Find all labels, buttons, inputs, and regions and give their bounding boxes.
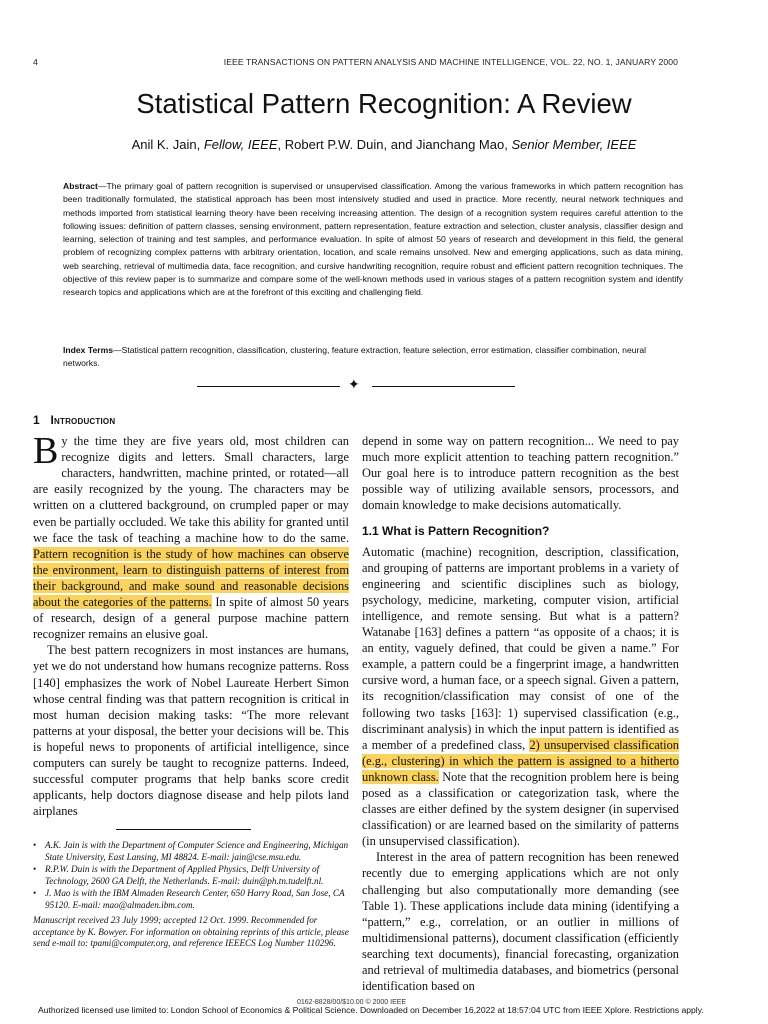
section-heading [33,412,349,428]
footnote-text: A.K. Jain is with the Department of Computer Science and Engineering, Michigan State University, East Lansing, MI 48824. E-mail: jain@cse.msu.edu. [45,840,349,862]
section-divider [197,377,515,393]
copyright-code: 0162-8828/00/$10.00 © 2000 IEEE [297,999,407,1006]
footnote-rule [116,829,251,830]
journal-header: IEEE TRANSACTIONS ON PATTERN ANALYSIS AND MACHINE INTELLIGENCE, VOL. 22, NO. 1, JANUARY 2000 [223,57,678,67]
divider-diamond-icon: ✦ [348,377,360,393]
left-column [33,412,349,819]
wipr-text-b: Note that the recognition problem here is being posed as a classification or categorization task, where the classes are either defined by the system designer (in supervised classification) or are learned based on the similarity of patterns (in unsupervised classification). [362,769,680,849]
intro-paragraph-2: The best pattern recognizers in most instances are humans, yet we do not understand how humans recognize patterns. Ross [140] emphasizes the work of Nobel Laureate Herbert Simon whose central finding was that pattern recognition is critical in most human decision making tasks: “The more relevant patterns at your disposal, the better your decisions will be. This is hopeful news to proponents of artificial intelligence, since computers can surely be taught to recognize patterns. Indeed, successful computer programs that help banks score credit applicants, help doctors diagnose disease and help pilots land airplanes [33,643,349,819]
drop-cap: B [33,430,59,473]
abstract-label: Abstract [63,181,98,191]
footnote-author-3 [33,888,349,911]
footnote-text: R.P.W. Duin is with the Department of Applied Physics, Delft University of Technology, 2600 GA Delft, the Netherlands. E-mail: duin@ph.tn.tudelft.nl. [45,864,324,886]
what-is-pr-paragraph-2: Interest in the area of pattern recognition has been renewed recently due to emerging applications which are not only challenging but also computationally more demanding (see Table 1). These applications include data mining (identifying a “pattern,” e.g., correlation, or an outlier in millions of multidimensional patterns), document classification (efficiently searching text documents), financial forecasting, organization and retrieval of multimedia databases, and biometrics (personal identification based on [362,850,679,994]
paper-title: Statistical Pattern Recognition: A Review [136,88,632,119]
highlighted-unsupervised: 2) unsupervised classification (e.g., clustering) in which the pattern is assigned to a hitherto unknown class. [362,737,679,784]
author-3-role: Senior Member, IEEE [511,137,637,152]
author-line [0,137,768,152]
bullet-icon: • [33,888,37,898]
footnotes [33,840,349,950]
subsection-heading: 1.1 What is Pattern Recognition? [362,524,550,539]
wipr-text-a: Automatic (machine) recognition, description, classification, and grouping of patterns are important problems in a variety of engineering and scientific disciplines such as biology, psychology, medicine, marketing, computer vision, artificial intelligence, and remote sensing. But what is a pattern? Watanabe [163] defines a pattern “as opposite of a chaos; it is an entity, vaguely defined, that could be given a name.” For example, a pattern could be a fingerprint image, a handwritten cursive word, a human face, or a speech signal. Given a pattern, its recognition/classification may consist of one of the following two tasks [163]: 1) supervised classification (e.g., discriminant analysis) in which the input pattern is identified as a member of a predefined class, [362,544,679,752]
author-2-3: , Robert P.W. Duin, and Jianchang Mao, [277,137,512,152]
manuscript-info: Manuscript received 23 July 1999; accepted 12 Oct. 1999. Recommended for acceptance by K. Bowyer. For information on obtaining reprints of this article, please send e-mail to: tpami@computer.org, and reference IEEECS Log Number 110296. [33,915,349,948]
right-continuation-paragraph: depend in some way on pattern recognition... We need to pay much more explicit attention to teaching pattern recognition.” Our goal here is to introduce pattern recognition as the best possible way of utilizing available sensors, processors, and domain knowledge to make decisions automatically. [362,434,679,513]
author-1-role: Fellow, IEEE [203,137,278,152]
section-title: Introduction [50,413,116,427]
footnote-author-1 [33,840,349,863]
footnote-text: J. Mao is with the IBM Almaden Research Center, 650 Harry Road, San Jose, CA 95120. E-mail: mao@almaden.ibm.com. [45,888,345,910]
abstract-text: —The primary goal of pattern recognition is supervised or unsupervised classification. Among the various frameworks in which pattern recognition has been traditionally formulated, the statistical approach has been most intensively studied and used in practice. More recently, neural network techniques and methods imported from statistical learning theory have been receiving increasing attention. The design of a recognition system requires careful attention to the following issues: definition of pattern classes, sensing environment, pattern representation, feature extraction and selection, cluster analysis, classifier design and learning, selection of training and test samples, and performance evaluation. In spite of almost 50 years of research and development in this field, the general problem of recognizing complex patterns with arbitrary orientation, location, and scale remains unsolved. New and emerging applications, such as data mining, web searching, retrieval of multimedia data, face recognition, and cursive handwriting recognition, require robust and efficient pattern recognition techniques. The objective of this review paper is to summarize and compare some of the well-known methods used in various stages of a pattern recognition system and identify research topics and applications which are at the forefront of this exciting and challenging field. [63,181,683,298]
license-notice: Authorized licensed use limited to: London School of Economics & Political Science. Downloaded on December 16,2022 at 18:57:04 UTC from IEEE Xplore. Restrictions apply. [38,1005,704,1015]
intro-p1-text-a: y the time they are five years old, most children can recognize digits and letters. Small characters, large characters, handwritten, machine printed, or rotated—all are easily recognized by the young. The characters may be written on a cluttered background, on crumpled paper or may even be partially occluded. We take this ability for granted until we face the task of teaching a machine how to do the same. [33,434,349,545]
author-1: Anil K. Jain, [131,137,204,152]
index-terms-text: —Statistical pattern recognition, classification, clustering, feature extraction, feature selection, error estimation, classifier combination, neural networks. [63,345,647,369]
index-terms [63,344,683,371]
section-number: 1 [33,413,40,427]
bullet-icon: • [33,840,37,850]
page-number: 4 [33,57,38,67]
right-column [362,433,679,994]
intro-paragraph-1 [33,430,349,642]
bullet-icon: • [33,864,37,874]
abstract [63,180,683,300]
what-is-pr-paragraph-1 [362,544,679,850]
index-terms-label: Index Terms [63,345,113,355]
intro-p1-text-b: In spite of almost 50 years of research, design of a general purpose machine pattern recognizer remains an elusive goal. [33,595,349,642]
highlighted-definition: Pattern recognition is the study of how machines can observe the environment, learn to distinguish patterns of interest from their background, and make sound and reasonable decisions about the categories of the patterns. [33,546,349,610]
divider-line-left [197,386,340,387]
footnote-author-2 [33,864,349,887]
divider-line-right [372,386,515,387]
